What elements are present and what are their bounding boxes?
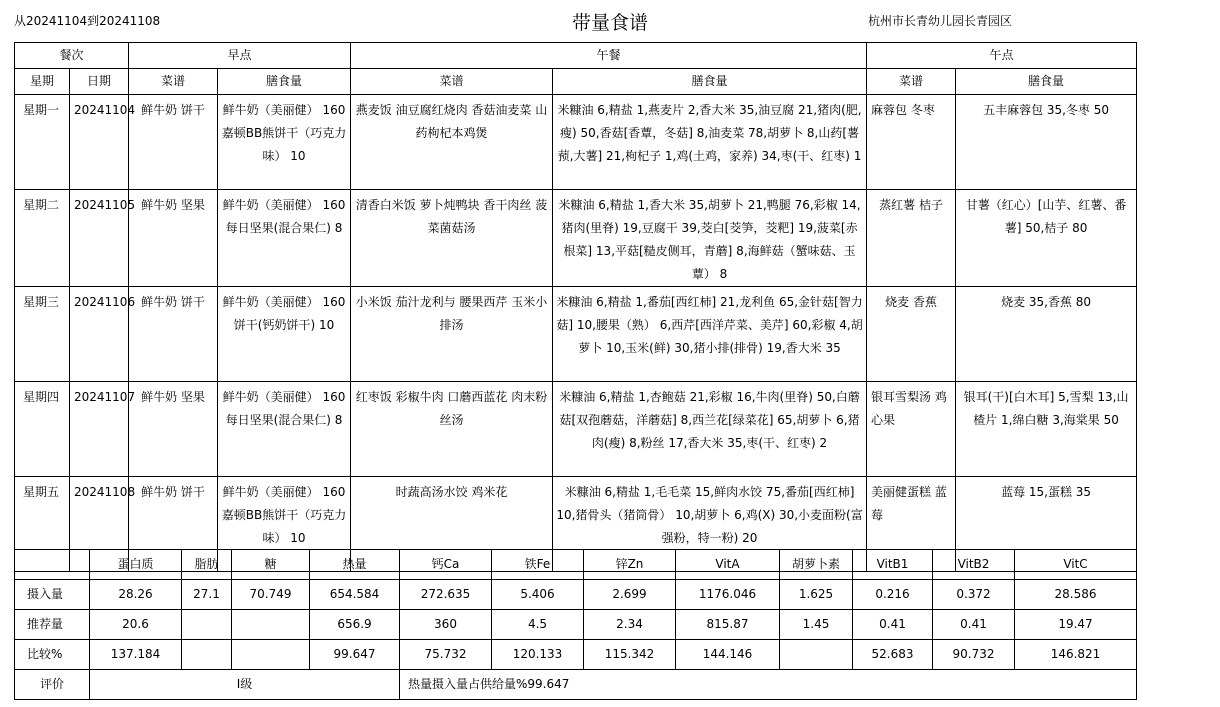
snack-dishes-cell: 麻蓉包 冬枣 [867,95,956,190]
intake-row [15,580,1137,610]
breakfast-dishes-cell: 鲜牛奶 饼干 [129,477,218,572]
value-cell: 1.625 [780,580,853,610]
meal-label: 餐次 [15,43,129,69]
nutrient-header: 糖 [232,550,310,580]
lunch-dishes-header: 菜谱 [351,69,553,95]
comparison-row [15,640,1137,670]
lunch-dishes-cell: 燕麦饭 油豆腐红烧肉 香菇油麦菜 山药枸杞本鸡煲 [351,95,553,190]
weekday-cell: 星期五 [15,477,70,572]
breakfast-dishes-header: 菜谱 [129,69,218,95]
evaluation-row [15,670,1137,700]
snack-amount-header: 膳食量 [956,69,1137,95]
lunch-amount-cell: 米糠油 6,精盐 1,燕麦片 2,香大米 35,油豆腐 21,猪肉(肥,瘦) 50,香菇[香蕈，冬菇] 8,油麦菜 78,胡萝卜 8,山药[薯蓣,大薯] 21,枸杞子 1,鸡(土鸡，家养) 34,枣(干、红枣) 1 [553,95,867,190]
value-cell: 815.87 [676,610,780,640]
table-row [15,95,1137,190]
page-header [0,0,1151,42]
breakfast-dishes-cell: 鲜牛奶 坚果 [129,382,218,477]
page-title: 带量食谱 [571,12,648,34]
value-cell [232,640,310,670]
value-cell: 656.9 [310,610,400,640]
breakfast-header: 早点 [129,43,351,69]
lunch-amount-cell: 米糠油 6,精盐 1,毛毛菜 15,鲜肉水饺 75,番茄[西红柿] 10,猪骨头（猪筒骨） 10,胡萝卜 6,鸡(X) 30,小麦面粉(富强粉，特一粉) 20 [553,477,867,572]
value-cell [780,640,853,670]
recommended-row [15,610,1137,640]
lunch-dishes-cell: 清香白米饭 萝卜炖鸭块 香干肉丝 菠菜菌菇汤 [351,190,553,287]
lunch-amount-cell: 米糠油 6,精盐 1,番茄[西红柿] 21,龙利鱼 65,金针菇[智力菇] 10,腰果（熟） 6,西芹[西洋芹菜、美芹] 60,彩椒 4,胡萝卜 10,玉米(鲜) 30,猪小排(排骨) 19,香大米 35 [553,287,867,382]
value-cell: 0.41 [933,610,1015,640]
snack-amount-cell: 蓝莓 15,蛋糕 35 [956,477,1137,572]
nutrition-corner-cell [15,550,90,580]
value-cell: 20.6 [90,610,182,640]
value-cell: 146.821 [1015,640,1137,670]
table-row [15,287,1137,382]
breakfast-dishes-cell: 鲜牛奶 饼干 [129,287,218,382]
column-header-row [15,69,1137,95]
value-cell: 19.47 [1015,610,1137,640]
value-cell: 2.34 [584,610,676,640]
nutrient-header: VitB1 [853,550,933,580]
breakfast-dishes-cell: 鲜牛奶 坚果 [129,190,218,287]
value-cell [182,640,232,670]
nutrient-header: 脂肪 [182,550,232,580]
row-label: 比较% [15,640,90,670]
value-cell: 1176.046 [676,580,780,610]
table-row [15,190,1137,287]
lunch-header: 午餐 [351,43,867,69]
date-cell: 20241108 [70,477,129,572]
snack-header: 午点 [867,43,1137,69]
snack-amount-cell: 银耳(干)[白木耳] 5,雪梨 13,山楂片 1,绵白糖 3,海棠果 50 [956,382,1137,477]
snack-amount-cell: 烧麦 35,香蕉 80 [956,287,1137,382]
value-cell: 28.26 [90,580,182,610]
lunch-amount-cell: 米糠油 6,精盐 1,杏鲍菇 21,彩椒 16,牛肉(里脊) 50,白蘑菇[双孢蘑菇，洋蘑菇] 8,西兰花[绿菜花] 65,胡萝卜 6,猪肉(瘦) 8,粉丝 17,香大米 35,枣(干、红枣) 2 [553,382,867,477]
value-cell: 120.133 [492,640,584,670]
menu-table [14,42,1137,572]
nutrient-header: 铁Fe [492,550,584,580]
snack-dishes-cell: 银耳雪梨汤 鸡心果 [867,382,956,477]
snack-amount-cell: 五丰麻蓉包 35,冬枣 50 [956,95,1137,190]
date-cell: 20241106 [70,287,129,382]
value-cell: 1.45 [780,610,853,640]
breakfast-dishes-cell: 鲜牛奶 饼干 [129,95,218,190]
value-cell: 5.406 [492,580,584,610]
value-cell: 28.586 [1015,580,1137,610]
nutrient-header: 胡萝卜素 [780,550,853,580]
date-cell: 20241104 [70,95,129,190]
value-cell: 137.184 [90,640,182,670]
lunch-dishes-cell: 时蔬高汤水饺 鸡米花 [351,477,553,572]
breakfast-amount-header: 膳食量 [218,69,351,95]
value-cell: 90.732 [933,640,1015,670]
weekday-cell: 星期一 [15,95,70,190]
date-header: 日期 [70,69,129,95]
value-cell: 0.372 [933,580,1015,610]
value-cell: 654.584 [310,580,400,610]
nutrient-header: VitB2 [933,550,1015,580]
meal-header-row [15,43,1137,69]
table-row [15,382,1137,477]
nutrient-header: VitC [1015,550,1137,580]
breakfast-amount-cell: 鲜牛奶（美丽健） 160 嘉顿BB熊饼干（巧克力味） 10 [218,477,351,572]
weekday-header: 星期 [15,69,70,95]
lunch-amount-cell: 米糠油 6,精盐 1,香大米 35,胡萝卜 21,鸭腿 76,彩椒 14,猪肉(里脊) 19,豆腐干 39,茭白[茭笋，茭粑] 19,菠菜[赤根菜] 13,平菇[糙皮侧耳，青蘑] 8,海鲜菇（蟹味菇、玉蕈） 8 [553,190,867,287]
lunch-dishes-cell: 小米饭 茄汁龙利与 腰果西芹 玉米小排汤 [351,287,553,382]
nutrient-header: 热量 [310,550,400,580]
weekday-cell: 星期四 [15,382,70,477]
value-cell: 52.683 [853,640,933,670]
evaluation-label: 评价 [15,670,90,700]
nutrient-header: 蛋白质 [90,550,182,580]
value-cell: 0.41 [853,610,933,640]
value-cell [232,610,310,640]
value-cell: 99.647 [310,640,400,670]
value-cell: 27.1 [182,580,232,610]
nutrition-header-row [15,550,1137,580]
value-cell: 144.146 [676,640,780,670]
snack-dishes-cell: 美丽健蛋糕 蓝莓 [867,477,956,572]
breakfast-amount-cell: 鲜牛奶（美丽健） 160 每日坚果(混合果仁) 8 [218,190,351,287]
lunch-amount-header: 膳食量 [553,69,867,95]
value-cell [182,610,232,640]
value-cell: 360 [400,610,492,640]
snack-dishes-cell: 蒸红薯 桔子 [867,190,956,287]
snack-dishes-header: 菜谱 [867,69,956,95]
date-range: 从20241104到20241108 [14,14,161,28]
date-cell: 20241107 [70,382,129,477]
weekday-cell: 星期二 [15,190,70,287]
nutrient-header: 钙Ca [400,550,492,580]
breakfast-amount-cell: 鲜牛奶（美丽健） 160 饼干(钙奶饼干) 10 [218,287,351,382]
evaluation-note: 热量摄入量占供给量%99.647 [400,670,1137,700]
value-cell: 75.732 [400,640,492,670]
date-cell: 20241105 [70,190,129,287]
row-label: 推荐量 [15,610,90,640]
weekday-cell: 星期三 [15,287,70,382]
breakfast-amount-cell: 鲜牛奶（美丽健） 160 每日坚果(混合果仁) 8 [218,382,351,477]
nutrient-header: 锌Zn [584,550,676,580]
value-cell: 0.216 [853,580,933,610]
evaluation-grade: I级 [90,670,400,700]
row-label: 摄入量 [15,580,90,610]
nutrition-table [14,549,1137,700]
value-cell: 272.635 [400,580,492,610]
value-cell: 4.5 [492,610,584,640]
value-cell: 115.342 [584,640,676,670]
snack-dishes-cell: 烧麦 香蕉 [867,287,956,382]
value-cell: 70.749 [232,580,310,610]
breakfast-amount-cell: 鲜牛奶（美丽健） 160 嘉顿BB熊饼干（巧克力味） 10 [218,95,351,190]
school-name: 杭州市长青幼儿园长青园区 [868,14,1013,28]
value-cell: 2.699 [584,580,676,610]
nutrient-header: VitA [676,550,780,580]
snack-amount-cell: 甘薯（红心）[山芋、红薯、番薯] 50,桔子 80 [956,190,1137,287]
lunch-dishes-cell: 红枣饭 彩椒牛肉 口蘑西蓝花 肉末粉丝汤 [351,382,553,477]
